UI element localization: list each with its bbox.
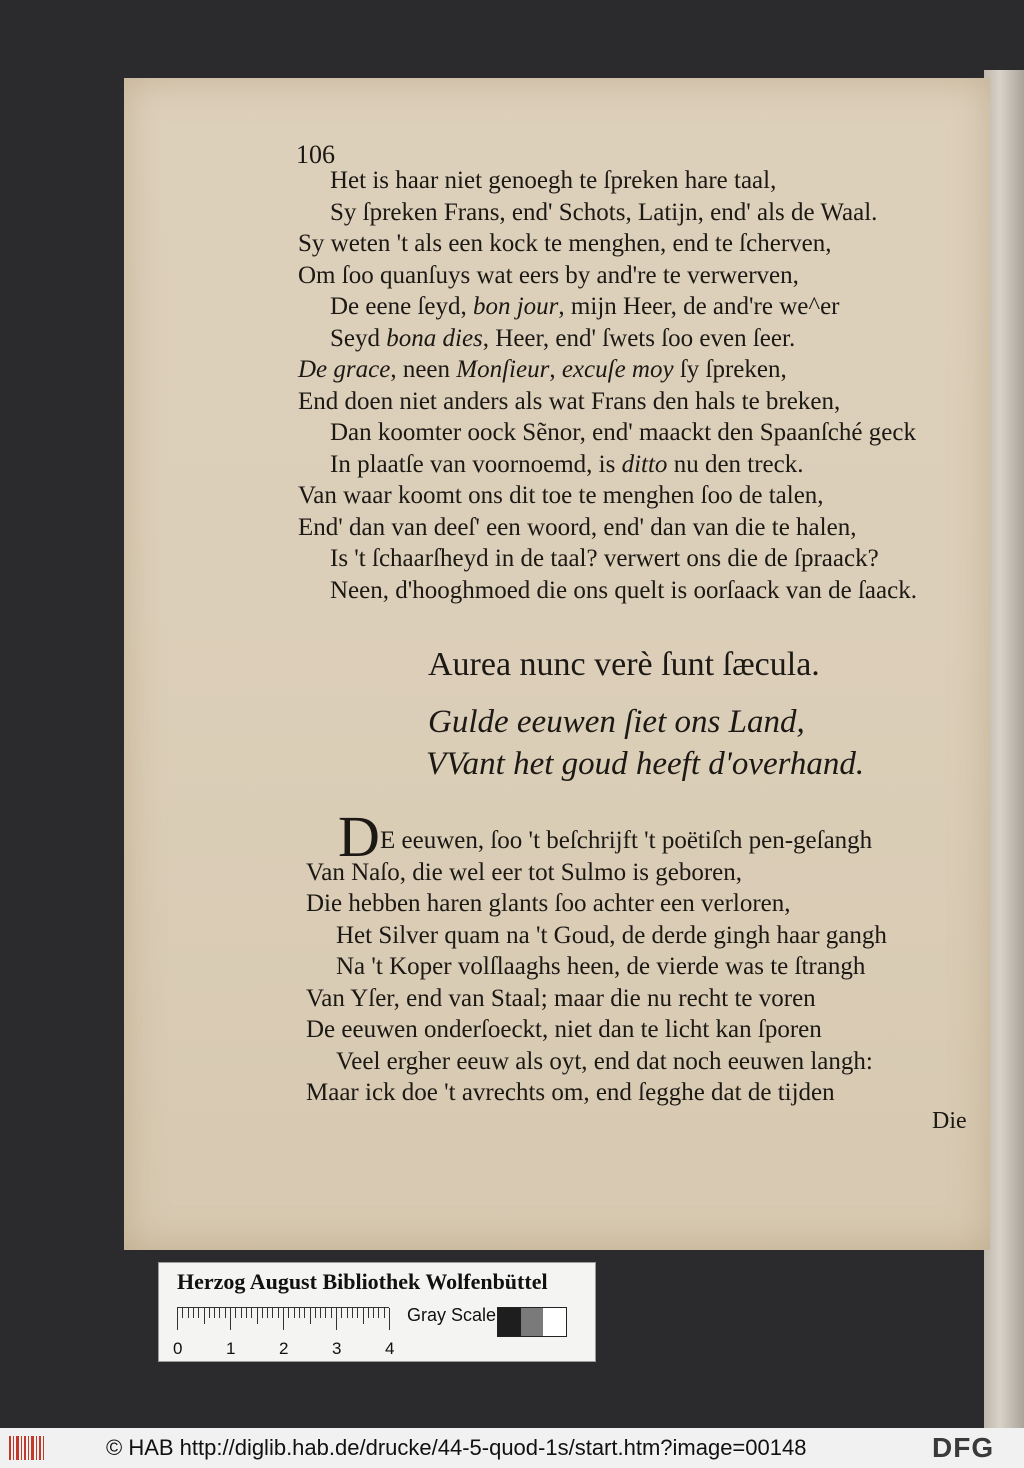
poem-line: Het Silver quam na 't Goud, de derde gingh haar gangh: [336, 921, 887, 949]
ruler-tick: [389, 1308, 390, 1330]
poem-line: Sy ſpreken Frans, end' Schots, Latijn, end' als de Waal.: [330, 198, 878, 226]
ruler-tick: [262, 1308, 263, 1318]
ruler-number: 1: [226, 1339, 236, 1358]
poem-line: End doen niet anders als wat Frans den hals te breken,: [298, 387, 841, 415]
subtitle-line-1: Gulde eeuwen ſiet ons Land,: [428, 704, 805, 740]
poem-line: De eeuwen onderſoeckt, niet dan te licht kan ſporen: [306, 1016, 822, 1043]
ruler-tick: [204, 1308, 205, 1324]
ruler-tick: [331, 1308, 332, 1318]
poem-line: Veel ergher eeuw als oyt, end dat noch eeuwen langh:: [336, 1047, 873, 1075]
scale-ruler: [177, 1307, 389, 1330]
footer-bar: [0, 1428, 1024, 1468]
ruler-tick: [341, 1308, 342, 1318]
poem-line: End' dan van deeſ' een woord, end' dan van die te halen,: [298, 513, 857, 541]
gray-scale-label: Gray Scale: [407, 1305, 497, 1325]
ruler-tick: [278, 1308, 279, 1318]
copyright-link[interactable]: © HAB http://diglib.hab.de/drucke/44-5-quod-1s/start.htm?image=00148: [106, 1435, 807, 1460]
ruler-number: 0: [173, 1339, 183, 1358]
ruler-tick: [294, 1308, 295, 1318]
ruler-tick: [230, 1308, 231, 1330]
poem-line: Die hebben haren glants ſoo achter een verloren,: [306, 890, 791, 917]
swatch-gray: [521, 1308, 544, 1336]
book-spine: [984, 70, 1024, 1430]
ruler-tick: [384, 1308, 385, 1318]
poem-line: Na 't Koper volſlaaghs heen, de vierde was te ſtrangh: [336, 953, 866, 980]
ruler-tick: [209, 1308, 210, 1318]
poem-line: Van Yſer, end van Staal; maar die nu recht te voren: [306, 984, 816, 1012]
catchword: Die: [932, 1108, 967, 1134]
ruler-tick: [198, 1308, 199, 1318]
poem-line: E eeuwen, ſoo 't beſchrijft 't poëtiſch pen-geſangh: [380, 827, 873, 854]
library-color-label: [158, 1262, 596, 1362]
poem-line: Is 't ſchaarſheyd in de taal? verwert ons die de ſpraack?: [330, 545, 879, 572]
drop-capital: D: [338, 804, 380, 869]
ruler-tick: [357, 1308, 358, 1318]
ruler-tick: [299, 1308, 300, 1318]
ruler-tick: [235, 1308, 236, 1318]
ruler-tick: [336, 1308, 337, 1330]
library-name: Herzog August Bibliothek Wolfenbüttel: [177, 1269, 548, 1294]
ruler-tick: [241, 1308, 242, 1318]
ruler-tick: [219, 1308, 220, 1318]
ruler-tick: [373, 1308, 374, 1318]
poem-line: Van waar koomt ons dit toe te menghen ſoo de talen,: [298, 482, 824, 509]
poem-line: Maar ick doe 't avrechts om, end ſegghe dat de tijden: [306, 1079, 835, 1106]
swatch-black: [498, 1308, 521, 1336]
ruler-tick: [363, 1308, 364, 1324]
section-heading: Aurea nunc verè ſunt ſæcula.: [428, 646, 820, 683]
ruler-tick: [288, 1308, 289, 1318]
ruler-tick: [193, 1308, 194, 1318]
swatch-white: [543, 1308, 566, 1336]
ruler-number: 2: [279, 1339, 289, 1358]
poem-line: Neen, d'hooghmoed die ons quelt is oorſaack van de ſaack.: [330, 576, 917, 604]
ruler-tick: [188, 1308, 189, 1318]
page-number: 106: [296, 140, 335, 169]
ruler-tick: [352, 1308, 353, 1318]
ruler-tick: [310, 1308, 311, 1324]
ruler-tick: [182, 1308, 183, 1318]
ruler-tick: [368, 1308, 369, 1318]
poem-line: Om ſoo quanſuys wat eers by and're te verwerven,: [298, 261, 799, 289]
ruler-number: 3: [332, 1339, 342, 1358]
ruler-number: 4: [385, 1339, 395, 1358]
poem-line: Dan koomter oock Sẽnor, end' maackt den Spaanſché geck: [330, 419, 916, 446]
ruler-tick: [177, 1308, 178, 1330]
ruler-tick: [304, 1308, 305, 1318]
poem-line: De grace, neen Monſieur, excuſe moy ſy ſpreken,: [298, 356, 787, 383]
ruler-tick: [378, 1308, 379, 1318]
poem-line: In plaatſe van voornoemd, is ditto nu den treck.: [330, 450, 804, 478]
ruler-tick: [246, 1308, 247, 1318]
ruler-tick: [267, 1308, 268, 1318]
ruler-tick: [257, 1308, 258, 1324]
gray-scale-swatches: [497, 1307, 567, 1337]
poem-line: Sy weten 't als een kock te menghen, end te ſcherven,: [298, 230, 832, 257]
ruler-tick: [347, 1308, 348, 1318]
ruler-tick: [320, 1308, 321, 1318]
poem-line: De eene ſeyd, bon jour, mijn Heer, de and're we^er: [330, 293, 840, 320]
ruler-tick: [214, 1308, 215, 1318]
poem-line: Van Naſo, die wel eer tot Sulmo is geboren,: [306, 858, 743, 886]
ruler-tick: [272, 1308, 273, 1318]
ruler-tick: [283, 1308, 284, 1330]
poem-line: Het is haar niet genoegh te ſpreken hare taal,: [330, 167, 777, 194]
ruler-tick: [225, 1308, 226, 1318]
subtitle-line-2: VVant het goud heeft d'overhand.: [426, 746, 865, 782]
poem-line: Seyd bona dies, Heer, end' ſwets ſoo even ſeer.: [330, 324, 796, 352]
barcode-icon: [8, 1434, 46, 1462]
ruler-tick: [325, 1308, 326, 1318]
ruler-tick: [315, 1308, 316, 1318]
ruler-tick: [251, 1308, 252, 1318]
dfg-logo: DFG: [932, 1432, 995, 1463]
